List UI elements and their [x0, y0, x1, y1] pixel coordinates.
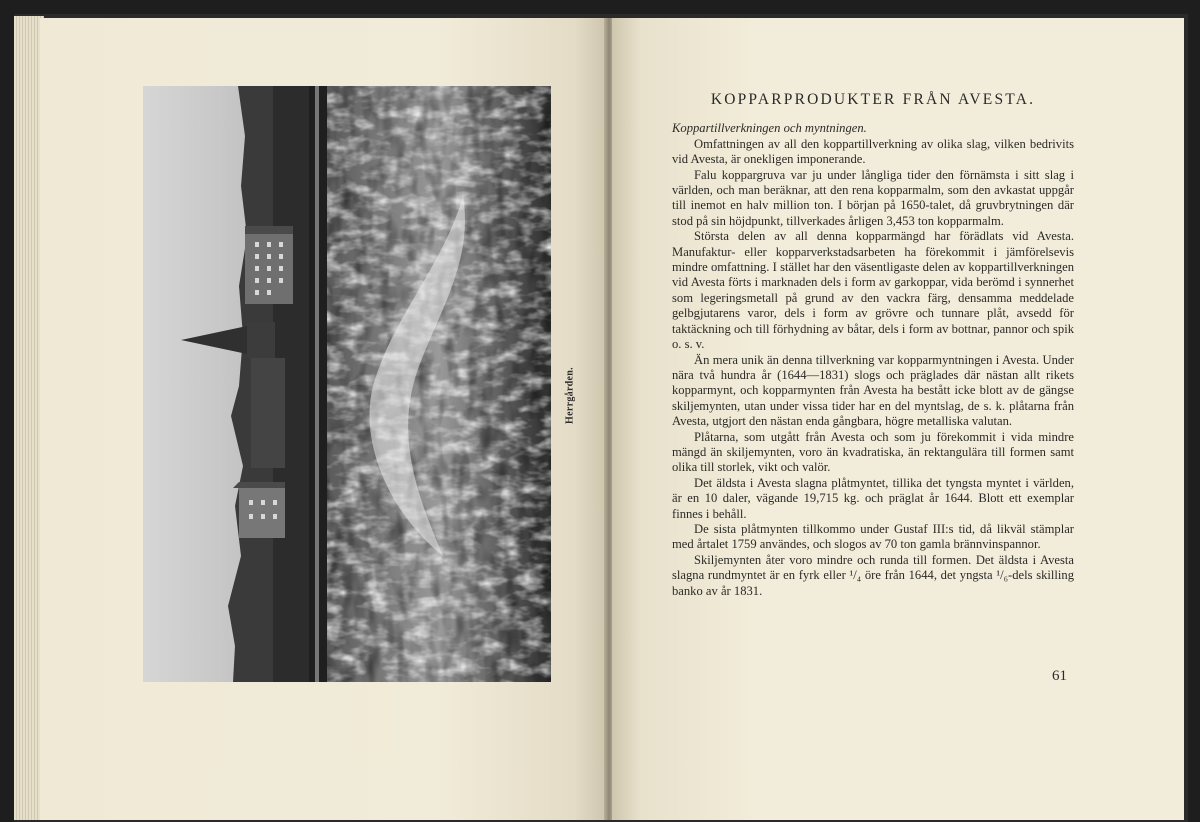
manor-photograph — [143, 86, 551, 682]
paragraph: Skiljemynten åter voro mindre och runda till formen. Det äldsta i Avesta slagna rundmyntet är en fyrk eller ¹/₄ öre från 1644, det yngsta ¹/₆-dels skilling banko av år 1831. — [672, 552, 1074, 598]
chapter-heading: KOPPARPRODUKTER FRÅN AVESTA. — [710, 91, 1036, 108]
paragraph: Det äldsta i Avesta slagna plåtmyntet, tillika det tyngsta myntet i världen, är en 10 daler, vägande 19,715 kg. och präglat år 1644. Blott ett exemplar finnes i behåll. — [672, 475, 1074, 521]
paragraph: Än mera unik än denna tillverkning var kopparmyntningen i Avesta. Under nära två hundra år (1644—1831) slogs och präglades där nästan allt rikets kopparmynt, och kopparmynten från Avesta ha bestått icke blott av de gängse skiljemynten, utan under vissa tider har en del myntslag, de s. k. plåtarna från Avesta, utgjort den nästan enda gångbara, högre metalliska valutan. — [672, 352, 1074, 429]
article-body — [672, 92, 1074, 599]
section-subheading: Koppartillverkningen och myntningen. — [672, 121, 867, 136]
paragraph: Plåtarna, som utgått från Avesta och som ju förekommit i vida mindre mängd än skiljemynten, voro än kvadratiska, än rektangulära till formen samt olika till storlek, vikt och valör. — [672, 429, 1074, 475]
page-number: 61 — [1052, 668, 1067, 684]
paragraph: Falu koppargruva var ju under långliga tider den förnämsta i sitt slag i världen, och man beräknar, att den rena kopparmalm, som den avkastat uppgår till inemot en halv million ton. I början på 1650-talet, då gruvbrytningen där stod på sin höjdpunkt, tillverkades årligen 3,453 ton kopparmalm. — [672, 167, 1074, 228]
paragraph: De sista plåtmynten tillkommo under Gustaf III:s tid, då likväl stämplar med årtalet 1759 användes, och slogos av 70 ton gamla brännvinspannor. — [672, 521, 1074, 552]
paragraph: Omfattningen av all den koppartillverkning av olika slag, vilken bedrivits vid Avesta, är onekligen imponerande. — [672, 136, 1074, 167]
photo-caption-text: Herrgården. — [564, 367, 576, 424]
paragraph: Största delen av all denna kopparmängd har förädlats vid Avesta. Manufaktur- eller kopparverkstadsarbeten ha förekommit i jämförelsevis mindre omfattning. I stället har den väsentligaste delen av koppartillverkningen vid Avesta förts i marknaden dels i form av garkoppar, vida berömd i synnerhet som legeringsmetall på grund av den vackra färg, densamma meddelade gelbgjutarens varor, dels i form av grövre och tunnare plåt, avsedd för taktäckning och till förhydning av båtar, dels i form av bottnar, pannor och spik o. s. v. — [672, 229, 1074, 352]
photo-caption — [560, 360, 580, 440]
